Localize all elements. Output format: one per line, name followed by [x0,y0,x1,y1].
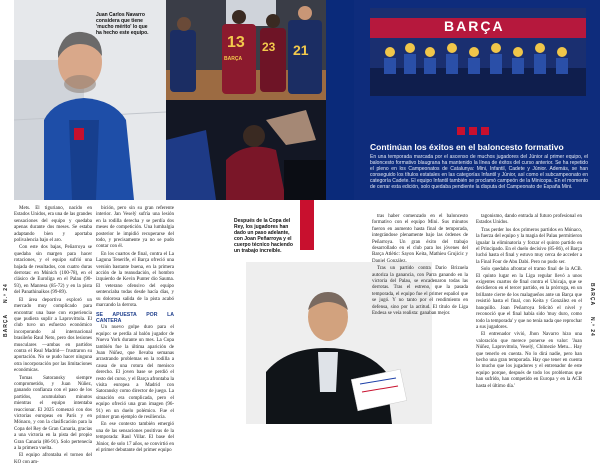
col2-para: En los cuartos de final, contra el La Laguna Tenerife, el Barça ofreció una versión bastante buena, en la primera acción de la reanudación, el hombro izquierdo de Kevin Punter dio Sauma. El veterano ofensivo del equipo sentenciaba todas desde hacía días, y su dolorosa salida de la pista acabó marcando la derrota. [96,251,174,309]
feature-headline: Continúan los éxitos en el baloncesto formativo [370,142,564,152]
photo-game-action [166,0,326,100]
feature-divider-squares [457,122,497,130]
col2-para: bición, pero sin su gran referente interior. Jan Veselý sufría una lesión en la rodilla derecha y se perdía dos meses de competición. Una lumbalgia posterior le impidió recuperarse del todo, y precisamente ya no se pudo contar con él. [96,206,174,250]
caption-navarro: Juan Carlos Navarro considera que tiene 'mucho mérito' lo que ha hecho este equipo. [96,12,149,36]
side-page-left: N.º 24 [3,283,9,304]
col2-para: Un nuevo golpe duro para el equipo: se perdía al balón jugador de Nueva York durante un mes. La Copa también fue la última aparición de Juan Núñez, que llevaba semanas arrastrando problemas en la rodilla a causa de una rotura del menisco derecho. El joven base se perdió el resto del curso, y el Barça afrontaba la visita europea a Madrid con Satoransky como director de juego. La situación era complicada, pero el equipo ofreció una gran imagen (96-91) en un duelo polémico. Fue el primer gran ejemplo de resiliencia. [96,325,174,420]
photo-team [370,8,586,96]
feature-body: En una temporada marcada por el ascenso de muchos jugadores del Júnior al primer equipo, el baloncesto formativo blaugrana ha mantenido la línea de éxitos del curso anterior. Se ha repetido el pleno en los Campeonatos de Catalunya: Mini, Infantil, Cadete y Júnior. Además, se han conseguido los títulos estatales en las categorías Infantil y Júnior, así como el subcampeonato en categoría Cadete. El equipo Infantil también se proclamó campeón de la Minicopa. En el momento de cerrar esta edición, solo quedaba pendiente la disputa del Campeonato de España Mini. [370,154,588,190]
side-label-right [589,210,595,410]
col5-para: Solo quedaba afrontar el tramo final de la ACB. El quinto lugar en la Liga regular llevó a unos exigentes cuartos de final contra el Unicaja, que se decidieron en el tercer partido, en la prórroga, en un brillante cierre de los malagueños ante un Barça que resistió hasta el final, con Keita y González en el banquillo. Joan Peñarroya felicitó el nivel y reconoció que el final había sido 'muy duro, como todo la temporada' y que no tenía nada que reprochar a sus jugadores. [476,267,582,330]
jersey-number-13: 13 [227,34,245,51]
column-1 [14,206,92,467]
column-2 [96,206,174,455]
side-label-left-text: BARÇA [3,313,9,337]
photo-navarro [14,0,166,200]
column-4 [372,214,468,319]
col4-para: tras haber comenzado en el baloncesto formativo con el equipo Mini. Sus minutos fueron en aumento hasta final de temporada, integrándose plenamente bajo las órdenes de Peñarroya. Un gran éxito del trabajo desarrollado en el club para los jóvenes del Barça Atlètic: Sayon Keita, Mathieu Grujicic y Daniel González. [372,214,468,264]
col5-para: tagonismo, dando entrada al futuro profesional en Estados Unidos. [476,214,582,226]
subhead-cantera: SE APUESTA POR LA CANTERA [96,311,174,324]
col1-para: Con este dos bajas, Peñarroya se quedaba sin margen para hacer rotaciones, y el equipo sufrió una bajada de resultados, con cuatro duras derrotas: en Múnich (100-78), en el clásico de Euroliga en el Palau (90-93), en Manresa (85-72) y en la pista del Panathinaikos (99-89). [14,245,92,296]
side-page-right: N.º 24 [589,316,595,337]
side-label-left [3,210,9,410]
col1-para: El área deportiva exploró un mercado muy complicado para encontrar una base con experiencia que pudiera suplir a Laprovittola. El club tuvo un esfuerzo económico incorporando al internacional brasileño Raul Neto, pero dos lesiones musculares —ambas en partidos contra el Real Madrid— frustraron su aportación. No se pudo hacer ninguna otra incorporación por las limitaciones económicas. [14,297,92,374]
jersey-number-23: 23 [262,40,276,54]
team-banner-text: BARÇA [444,18,505,34]
jersey-club-name: BARÇA [224,56,243,62]
col2-para: En ese contexto también emergió una de las sensaciones positivas de la temporada: Raul Villar. El base del Júnior, de solo 17 años, se convirtió en el primer debutante del primer equipo [96,422,174,454]
square-decor [481,127,489,135]
caption-copa: Después de la Copa del Rey, los jugadores han dado un paso adelante, con Joan Peñarroya y el cuerpo técnico haciendo un trabajo increíble. [234,218,293,254]
column-5 [476,214,582,391]
gutter-bar-red [300,200,314,250]
col1-para: Mets. El tiguriano, nacido en Estados Unidos, era una de las grandes sensaciones del equipo y quedaba apenas durante dos meses. Se estaba adaptando bien y aportaba polivalencia bajo el aro. [14,206,92,244]
col1-para: Tomas Satoransky siempre comprometido, y Juan Núñez, ganando confianza con el paso de los partidos, acumulaban minutos mientras el equipo intentaba reaccionar. El 2025 comenzó con dos victorias europeas en París y en Mónaco, y con la clasificación para la Copa del Rey de Gran Canaria, gracias a una victoria en la pista del propio Gran Canaria (86-91). Solo pertenecía a la primera vuelta. [14,375,92,452]
celebration-scene [166,100,326,200]
feature-panel [354,0,600,200]
col5-para: El entrenador vivió, Jhon Navarro hizo una valoración que merece ponerse en valor: 'Juan Núñez, Laprovittola, Veselý, Chimezie Metu... Hay que tenerlo en cuenta. No lo dirá nadie, pero han hecho una gran temporada. Hay que tener en cuenta lo mucho que los jugadores y el entrenador de este equipo porque, después de todo los problemas que han sufrido, han competido en Europa y en la ACB hasta el último día.' [476,332,582,389]
col4-para: Tras un partido contra Dario Brizuela autoriza la ganancia, con Parra ganando en la victoria del Palau, se encadenaron todas las derrotas. Tras el estreno, que la pasada temporada, el equipo fue el primer español que se jugó. Y no tanto por el rendimiento en defensa, sino por la actitud. El título de Liga Endesa se veía realista: ganaban mejor. [372,266,468,317]
side-label-right-text: BARÇA [589,283,595,307]
square-decor [457,127,465,135]
col5-para: Tras perder los dos primeros partidos en Mónaco, la fuerza del equipo y la magia del Palau permitieron igualar la eliminatoria y forzar el quinto partido en el Principado. En el duelo decisivo (85-86), el Barça luchó hasta el final y estuvo muy cerca de acceder a la Final Four de Abu Dabi. Pero no pudo ser. [476,227,582,265]
col1-para: El equipo afrontaba el torneo del KO con am- [14,453,92,465]
photo-celebration [166,100,326,200]
square-decor [469,127,477,135]
gutter-bar-blue [326,0,354,200]
jersey-number-21: 21 [293,42,309,58]
